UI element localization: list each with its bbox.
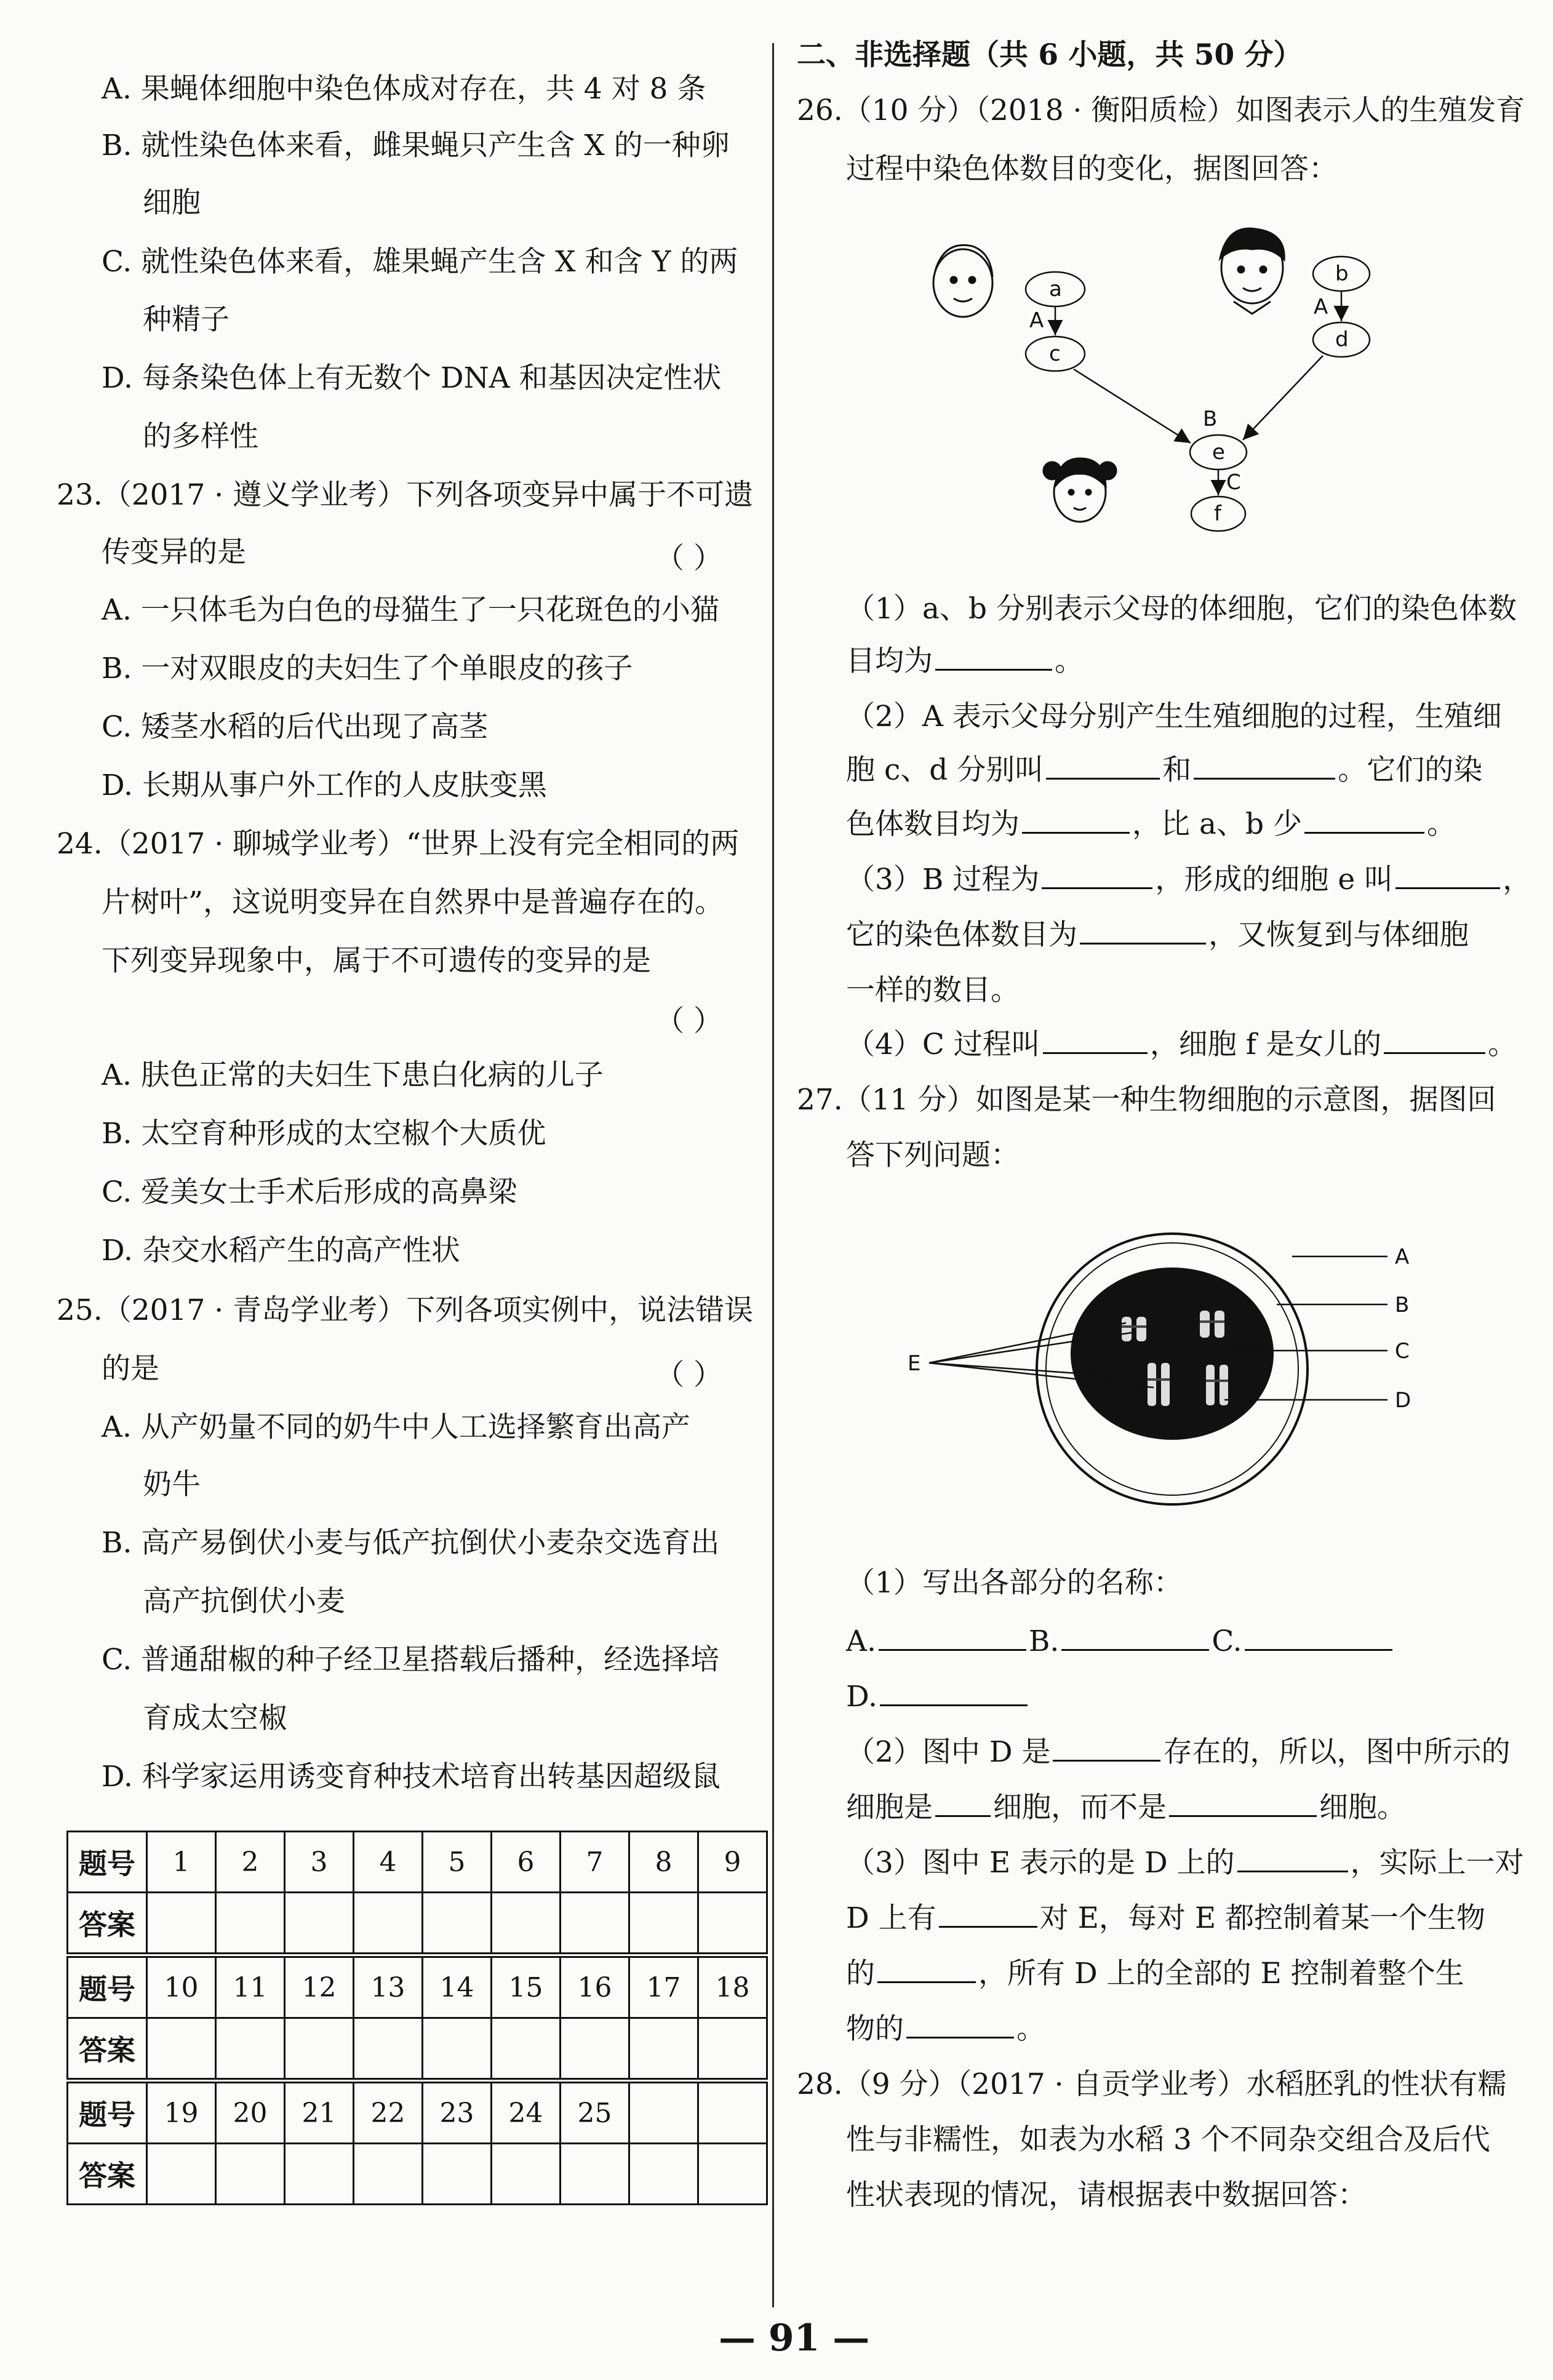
answer-blank[interactable] [939,1920,1037,1928]
answer-table-number-cell: 21 [285,2081,354,2144]
cell-label-c: C [1395,1339,1410,1364]
answer-table-answer-cell[interactable] [285,2018,354,2081]
answer-blank[interactable] [1237,1864,1348,1872]
answer-blank[interactable] [1384,1046,1485,1054]
answer-table-number-cell: 20 [216,2081,285,2144]
q26-part4: （4）C 过程叫 ，细胞 f 是女儿的 。 [846,1028,1517,1061]
node-b-label: b [1335,262,1349,286]
page-number: — 91 — [719,2317,870,2360]
answer-table-number-cell: 22 [354,2081,423,2144]
q26-part2-line3: 色体数目均为 ，比 a、b 少 。 [846,807,1456,841]
answer-table-answer-cell[interactable] [354,2144,423,2205]
answer-table-number-cell: 12 [285,1955,354,2018]
q25-stem-cont: 的是 [102,1352,159,1386]
answer-table-answer-cell[interactable] [629,2144,698,2205]
q25-option-d: D. 科学家运用诱变育种技术培育出转基因超级鼠 [102,1760,721,1794]
q27-part3-line4: 物的 。 [846,2012,1045,2046]
q26-part3-line3: 一样的数目。 [846,973,1020,1007]
answer-table-answer-cell[interactable] [629,2018,698,2081]
answer-blank[interactable] [1169,1809,1317,1817]
q27-cell-diagram [889,1224,1431,1514]
q23-stem: 23.（2017 · 遵义学业考）下列各项变异中属于不可遗 [57,478,754,512]
process-b-label: B [1203,407,1218,431]
node-a-label: a [1049,277,1062,301]
cell-label-e: E [908,1351,921,1376]
q27-stem: 27.（11 分）如图是某一种生物细胞的示意图，据图回 [797,1083,1496,1117]
q25-option-b: B. 高产易倒伏小麦与低产抗倒伏小麦杂交选育出 [102,1526,720,1560]
q22-option-b-cont: 细胞 [143,186,201,220]
answer-table-number-cell: 19 [147,2081,216,2144]
q22-option-a: A. 果蝇体细胞中染色体成对存在，共 4 对 8 条 [102,72,706,106]
q27-part3: （3）图中 E 表示的是 D 上的 ，实际上一对 [846,1846,1524,1880]
answer-table-number-cell: 23 [423,2081,492,2144]
answer-table-number-cell: 15 [492,1955,561,2018]
q23-option-d: D. 长期从事户外工作的人皮肤变黑 [102,769,547,802]
daughter-face-icon [1044,458,1116,522]
answer-table-number-header: 题号 [68,1955,147,2018]
answer-table [66,1831,768,2205]
answer-table-number-row [68,1955,767,2018]
q24-stem: 24.（2017 · 聊城学业考）“世界上没有完全相同的两 [57,827,740,861]
answer-table-answer-row [68,1893,767,1955]
q26-part2: （2）A 表示父母分别产生生殖细胞的过程，生殖细 [846,700,1502,733]
q28-stem-cont: 性与非糯性，如表为水稻 3 个不同杂交组合及后代 [846,2123,1490,2157]
answer-table-answer-cell[interactable] [216,2018,285,2081]
answer-blank[interactable] [1245,1643,1392,1651]
cell-label-a: A [1395,1245,1410,1269]
answer-table-number-cell: 24 [492,2081,561,2144]
answer-table-answer-cell[interactable] [698,1893,767,1955]
answer-table-answer-row [68,2144,767,2205]
answer-table-number-cell: 25 [561,2081,629,2144]
q25-stem: 25.（2017 · 青岛学业考）下列各项实例中，说法错误 [57,1293,754,1327]
answer-blank[interactable] [880,1698,1028,1706]
cell-label-d: D [1395,1388,1411,1413]
answer-table-answer-cell[interactable] [354,2018,423,2081]
answer-table-number-cell [629,2081,698,2144]
q27-part3-line3: 的 ，所有 D 上的全部的 E 控制着整个生 [846,1957,1464,1991]
answer-table-number-cell: 17 [629,1955,698,2018]
q26-stem-cont: 过程中染色体数目的变化，据图回答： [846,152,1338,186]
answer-table-answer-cell[interactable] [492,1893,561,1955]
answer-blank[interactable] [877,1975,976,1983]
answer-table-number-cell: 7 [561,1832,629,1893]
q27-stem-cont: 答下列问题： [846,1138,1020,1172]
node-e-label: e [1212,440,1225,465]
q25-answer-paren: （ ） [655,1358,722,1392]
answer-table-answer-cell[interactable] [423,1893,492,1955]
q22-option-b: B. 就性染色体来看，雌果蝇只产生含 X 的一种卵 [102,129,730,162]
answer-table-answer-cell[interactable] [147,2144,216,2205]
answer-table-number-cell: 3 [285,1832,354,1893]
q23-option-c: C. 矮茎水稻的后代出现了高茎 [102,710,489,744]
answer-table-answer-cell[interactable] [285,1893,354,1955]
q24-option-c: C. 爱美女士手术后形成的高鼻梁 [102,1175,517,1209]
answer-table-number-cell: 4 [354,1832,423,1893]
q27-part1-names-d: D. [846,1679,1030,1715]
answer-table-number-cell: 11 [216,1955,285,2018]
process-a-right-label: A [1314,295,1328,319]
answer-blank[interactable] [1043,1046,1148,1054]
q26-part1-line2: 目均为 。 [846,644,1084,678]
q23-stem-cont: 传变异的是 [102,535,246,569]
answer-table-number-row [68,1832,767,1893]
q26-stem: 26.（10 分）（2018 · 衡阳质检）如图表示人的生殖发育 [797,94,1525,127]
q26-part1: （1）a、b 分别表示父母的体细胞，它们的染色体数 [846,592,1517,626]
answer-table-answer-cell[interactable] [354,1893,423,1955]
answer-blank[interactable] [879,1643,1026,1651]
q28-stem: 28.（9 分）（2017 · 自贡学业考）水稻胚乳的性状有糯 [797,2067,1507,2101]
answer-table-number-cell: 13 [354,1955,423,2018]
q24-option-b: B. 太空育种形成的太空椒个大质优 [102,1117,546,1151]
answer-table-number-cell: 16 [561,1955,629,2018]
answer-blank[interactable] [1022,826,1130,834]
answer-table-number-row [68,2081,767,2144]
q26-reproduction-diagram [926,222,1394,541]
answer-blank[interactable] [935,663,1052,671]
q24-option-d: D. 杂交水稻产生的高产性状 [102,1234,460,1268]
answer-blank[interactable] [1053,1754,1160,1762]
column-divider [772,43,774,2307]
q26-part3-line2: 它的染色体数目为 ，又恢复到与体细胞 [846,918,1469,952]
answer-blank[interactable] [1080,936,1206,944]
q22-option-c-cont: 种精子 [143,303,230,337]
answer-table-answer-cell[interactable] [492,2144,561,2205]
q27-part2: （2）图中 D 是 存在的，所以，图中所示的 [846,1735,1511,1769]
nucleus [1071,1268,1274,1440]
answer-table-number-cell: 18 [698,1955,767,2018]
q24-option-a: A. 肤色正常的夫妇生下患白化病的儿子 [102,1058,604,1092]
answer-table-number-cell: 1 [147,1832,216,1893]
father-face-icon [1220,228,1284,314]
q23-answer-paren: （ ） [655,541,722,575]
answer-table-number-cell: 5 [423,1832,492,1893]
q24-answer-paren: （ ） [655,1004,722,1038]
answer-table-answer-cell[interactable] [492,2018,561,2081]
answer-table-answer-cell[interactable] [698,2018,767,2081]
answer-table-answer-cell[interactable] [285,2144,354,2205]
answer-table-number-cell: 8 [629,1832,698,1893]
answer-table-answer-cell[interactable] [423,2144,492,2205]
answer-blank[interactable] [1042,881,1152,889]
q26-part2-line2: 胞 c、d 分别叫 和 。它们的染 [846,753,1483,787]
q24-stem-cont: 片树叶”，这说明变异在自然界中是普遍存在的。 [102,885,724,919]
answer-table-answer-cell[interactable] [561,1893,629,1955]
q22-option-d-cont: 的多样性 [143,420,258,453]
answer-table-answer-cell[interactable] [216,1893,285,1955]
q28-stem-cont2: 性状表现的情况，请根据表中数据回答： [846,2178,1367,2212]
q22-option-c: C. 就性染色体来看，雄果蝇产生含 X 和含 Y 的两 [102,245,738,279]
answer-table-answer-cell[interactable] [561,2144,629,2205]
answer-table-answer-header: 答案 [68,2144,147,2205]
answer-table-answer-cell[interactable] [216,2144,285,2205]
answer-table-answer-cell[interactable] [561,2018,629,2081]
answer-table-number-cell: 6 [492,1832,561,1893]
q26-part3: （3）B 过程为 ，形成的细胞 e 叫 ， [846,863,1532,896]
answer-blank[interactable] [1304,826,1424,834]
answer-table-number-cell [698,2081,767,2144]
q22-option-d: D. 每条染色体上有无数个 DNA 和基因决定性状 [102,361,722,395]
answer-table-answer-header: 答案 [68,1893,147,1955]
q24-stem-cont2: 下列变异现象中，属于不可遗传的变异的是 [102,944,651,978]
answer-blank[interactable] [906,2031,1014,2039]
answer-blank[interactable] [1046,772,1160,780]
q27-part3-line2: D 上有 对 E，每对 E 都控制着某一个生物 [846,1901,1486,1935]
answer-table-answer-cell[interactable] [147,2018,216,2081]
answer-table-number-cell: 9 [698,1832,767,1893]
answer-table-number-header: 题号 [68,1832,147,1893]
section-title: 二、非选择题（共 6 小题，共 50 分） [797,38,1303,72]
answer-table-answer-cell[interactable] [698,2144,767,2205]
q25-option-b-cont: 高产抗倒伏小麦 [143,1584,345,1618]
answer-table-number-header: 题号 [68,2081,147,2144]
q27-part1-names: A. B. C. [846,1623,1395,1660]
node-f-label: f [1214,501,1221,526]
answer-table-number-cell: 2 [216,1832,285,1893]
mother-face-icon [933,245,992,317]
process-a-left-label: A [1029,308,1044,333]
answer-table-answer-cell[interactable] [629,1893,698,1955]
q27-part1: （1）写出各部分的名称： [846,1566,1183,1600]
cell-label-b: B [1395,1293,1410,1317]
answer-table-number-cell: 14 [423,1955,492,2018]
node-d-label: d [1335,327,1349,352]
q27-part2-line2: 细胞是 细胞，而不是 细胞。 [846,1791,1406,1824]
answer-blank[interactable] [1194,772,1335,780]
q23-option-b: B. 一对双眼皮的夫妇生了个单眼皮的孩子 [102,652,633,685]
process-c-label: C [1226,470,1241,495]
node-c-label: c [1049,341,1061,366]
answer-table-number-cell: 10 [147,1955,216,2018]
answer-table-answer-cell[interactable] [423,2018,492,2081]
answer-blank[interactable] [935,1809,991,1817]
q23-option-a: A. 一只体毛为白色的母猫生了一只花斑色的小猫 [102,593,719,627]
answer-table-answer-row [68,2018,767,2081]
answer-table-answer-cell[interactable] [147,1893,216,1955]
q25-option-a-cont: 奶牛 [143,1468,201,1501]
answer-table-answer-header: 答案 [68,2018,147,2081]
q25-option-a: A. 从产奶量不同的奶牛中人工选择繁育出高产 [102,1410,690,1444]
answer-blank[interactable] [1061,1643,1209,1651]
q25-option-c: C. 普通甜椒的种子经卫星搭载后播种，经选择培 [102,1643,720,1677]
q25-option-c-cont: 育成太空椒 [143,1701,287,1735]
answer-blank[interactable] [1395,881,1500,889]
